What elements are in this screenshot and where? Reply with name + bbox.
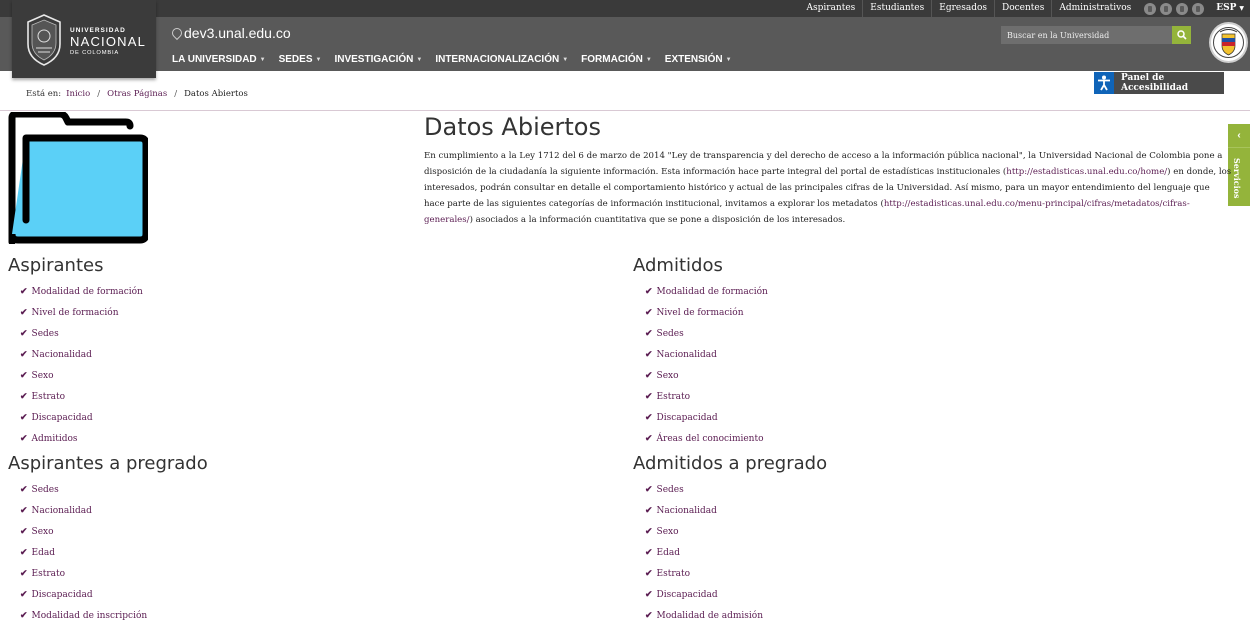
folder-icon [8, 112, 148, 244]
topbar-link-estudiantes[interactable]: Estudiantes [862, 0, 931, 17]
link-list [633, 479, 827, 626]
check-icon: ✔ [20, 391, 28, 402]
location-pin-icon [172, 28, 180, 39]
search-box [1001, 26, 1191, 44]
list-item-label: Sedes [656, 328, 684, 339]
section-title: Admitidos a pregrado [633, 453, 828, 474]
nav-item-la-universidad[interactable] [172, 54, 266, 65]
list-item[interactable] [633, 323, 768, 344]
list-item[interactable] [633, 500, 827, 521]
list-item-label: Modalidad de admisión [656, 610, 764, 621]
breadcrumb-prefix: Está en: [26, 89, 62, 99]
list-item-label: Nacionalidad [31, 505, 92, 516]
metadatos-link[interactable]: http://estadisticas.unal.edu.co/menu-principal/cifras/metadatos/cifras-generales/ [424, 199, 1190, 225]
list-item[interactable] [633, 407, 768, 428]
topbar-link-egresados[interactable]: Egresados [931, 0, 994, 17]
list-item[interactable] [8, 365, 143, 386]
nav-label: SEDES [278, 54, 313, 65]
topbar-links [799, 0, 1250, 17]
list-item-label: Edad [31, 547, 56, 558]
link-list [8, 479, 208, 626]
check-icon: ✔ [645, 433, 653, 444]
list-item-label: Sedes [656, 484, 684, 495]
twitter-icon[interactable] [1160, 3, 1172, 15]
check-icon: ✔ [645, 547, 653, 558]
intro-paragraph [424, 148, 1232, 228]
list-item-label: Estrato [31, 568, 66, 579]
search-button[interactable] [1172, 26, 1191, 44]
nav-label: INTERNACIONALIZACIÓN [435, 54, 560, 65]
list-item[interactable] [633, 428, 768, 449]
nav-label: EXTENSIÓN [664, 54, 723, 65]
check-icon: ✔ [645, 328, 653, 339]
chevron-left-icon: ‹ [1228, 124, 1250, 148]
header-divider [0, 110, 1250, 111]
list-item-label: Discapacidad [656, 412, 718, 423]
list-item-label: Modalidad de inscripción [31, 610, 148, 621]
breadcrumb-separator: / [174, 89, 178, 99]
section-admitidos [633, 255, 768, 449]
list-item[interactable] [633, 365, 768, 386]
nav-item-formacion[interactable] [581, 54, 652, 65]
check-icon: ✔ [645, 370, 653, 381]
site-url[interactable] [172, 25, 291, 41]
check-icon: ✔ [645, 589, 653, 600]
chevron-down-icon: ▼ [1239, 5, 1244, 12]
list-item-label: Nacionalidad [656, 505, 717, 516]
accessibility-panel-button[interactable] [1094, 72, 1224, 94]
chevron-down-icon: ▼ [315, 56, 322, 63]
list-item[interactable] [633, 281, 768, 302]
list-item[interactable] [633, 344, 768, 365]
list-item-label: Nacionalidad [656, 349, 717, 360]
accessibility-label: Panel de Accesibilidad [1120, 73, 1189, 93]
coat-of-arms-graphic [1211, 24, 1246, 61]
check-icon: ✔ [20, 349, 28, 360]
section-title: Admitidos [633, 255, 723, 276]
section-aspirantes [8, 255, 143, 449]
check-icon: ✔ [645, 349, 653, 360]
logo-line-2: NACIONAL [70, 34, 147, 49]
list-item-label: Sexo [31, 526, 54, 537]
check-icon: ✔ [645, 391, 653, 402]
chevron-down-icon: ▼ [645, 56, 652, 63]
servicios-label: Servicios [1232, 158, 1242, 199]
youtube-icon[interactable] [1176, 3, 1188, 15]
list-item-label: Modalidad de formación [656, 286, 768, 297]
list-item[interactable] [8, 521, 208, 542]
check-icon: ✔ [645, 526, 653, 537]
accessibility-icon [1094, 72, 1114, 94]
list-item[interactable] [8, 563, 208, 584]
list-item[interactable] [8, 344, 143, 365]
list-item-label: Discapacidad [656, 589, 718, 600]
list-item[interactable] [8, 302, 143, 323]
university-logo[interactable] [12, 0, 156, 78]
link-list [8, 281, 143, 449]
list-item-label: Áreas del conocimiento [656, 433, 764, 444]
university-name [70, 27, 146, 57]
section-aspirantes-pregrado [8, 453, 208, 626]
check-icon: ✔ [645, 568, 653, 579]
list-item[interactable] [8, 407, 143, 428]
facebook-icon[interactable] [1144, 3, 1156, 15]
list-item[interactable] [8, 428, 143, 449]
list-item[interactable] [8, 542, 208, 563]
check-icon: ✔ [20, 307, 28, 318]
estadisticas-home-link[interactable]: http://estadisticas.unal.edu.co/home/ [1006, 167, 1168, 177]
list-item-label: Edad [656, 547, 681, 558]
check-icon: ✔ [645, 610, 653, 621]
top-bar [0, 0, 1250, 17]
list-item-label: Estrato [656, 391, 691, 402]
list-item[interactable] [8, 605, 208, 626]
list-item[interactable] [633, 584, 827, 605]
chevron-down-icon: ▼ [725, 56, 732, 63]
list-item[interactable] [8, 500, 208, 521]
logo-line-1: UNIVERSIDAD [70, 27, 126, 34]
check-icon: ✔ [20, 505, 28, 516]
breadcrumb-link-otras-paginas[interactable]: Otras Páginas [107, 89, 168, 99]
breadcrumb-link-inicio[interactable]: Inicio [66, 89, 91, 99]
list-item-label: Sedes [31, 484, 59, 495]
topbar-link-aspirantes[interactable]: Aspirantes [806, 3, 856, 13]
list-item-label: Sedes [31, 328, 59, 339]
breadcrumb-current: Datos Abiertos [184, 89, 248, 99]
nav-label: LA UNIVERSIDAD [172, 54, 257, 65]
list-item-label: Nivel de formación [31, 307, 119, 318]
check-icon: ✔ [20, 412, 28, 423]
nav-label: INVESTIGACIÓN [334, 54, 414, 65]
check-icon: ✔ [20, 286, 28, 297]
page-title: Datos Abiertos [424, 113, 601, 141]
social-links [1138, 3, 1210, 15]
instagram-icon[interactable] [1192, 3, 1204, 15]
check-icon: ✔ [645, 505, 653, 516]
link-list [633, 281, 768, 449]
list-item-label: Estrato [31, 391, 66, 402]
chevron-down-icon: ▼ [416, 56, 423, 63]
search-icon [1177, 30, 1187, 40]
list-item[interactable] [633, 479, 827, 500]
list-item[interactable] [8, 479, 208, 500]
list-item-label: Estrato [656, 568, 691, 579]
list-item[interactable] [633, 521, 827, 542]
check-icon: ✔ [20, 547, 28, 558]
nav-item-internacionalizacion[interactable] [435, 54, 568, 65]
site-url-text: dev3.unal.edu.co [184, 25, 291, 41]
list-item[interactable] [633, 605, 827, 626]
nav-label: FORMACIÓN [581, 54, 643, 65]
section-admitidos-pregrado [633, 453, 827, 626]
intro-text-3: ) asociados a la información cuantitativa que se pone a disposición de los interesados. [469, 215, 846, 225]
intro-text-1: En cumplimiento a la Ley 1712 del 6 de marzo de 2014 "Ley de transparencia y del derecho de acceso a la información pública nacional", la Universidad Nacional de Colombia pone a disposición de la ciudadanía la siguiente información. Esta información hace parte integral del portal de estadísticas institucionales ( [424, 151, 1223, 177]
list-item[interactable] [633, 386, 768, 407]
nav-item-investigacion[interactable] [334, 54, 422, 65]
list-item[interactable] [8, 281, 143, 302]
search-input[interactable] [1001, 26, 1172, 44]
list-item-label: Discapacidad [31, 412, 93, 423]
check-icon: ✔ [20, 526, 28, 537]
check-icon: ✔ [20, 589, 28, 600]
check-icon: ✔ [645, 412, 653, 423]
section-title: Aspirantes [8, 255, 104, 276]
breadcrumb [26, 89, 248, 99]
check-icon: ✔ [645, 307, 653, 318]
colombia-coat-of-arms-icon[interactable] [1209, 22, 1248, 63]
intro-text-2: ) en donde, los interesados, podrán consultar en detalle el comportamiento histórico y actual de las principales cifras de la Universidad. Así mismo, para un mayor entendimiento del lenguaje que hace parte de las siguientes categorías de información institucional, invitamos a explorar los metadatos ( [424, 167, 1232, 209]
breadcrumb-separator: / [97, 89, 101, 99]
list-item-label: Sexo [31, 370, 54, 381]
section-title: Aspirantes a pregrado [8, 453, 208, 474]
chevron-down-icon: ▼ [259, 56, 266, 63]
topbar-link-administrativos[interactable]: Administrativos [1051, 0, 1138, 17]
check-icon: ✔ [20, 328, 28, 339]
language-selector[interactable] [1210, 0, 1250, 17]
check-icon: ✔ [20, 484, 28, 495]
list-item-label: Admitidos [31, 433, 78, 444]
university-seal-icon [24, 14, 64, 66]
nav-item-extension[interactable] [665, 54, 732, 65]
check-icon: ✔ [20, 433, 28, 444]
list-item-label: Nivel de formación [656, 307, 744, 318]
list-item[interactable] [8, 584, 208, 605]
list-item-label: Discapacidad [31, 589, 93, 600]
list-item-label: Nacionalidad [31, 349, 92, 360]
check-icon: ✔ [20, 370, 28, 381]
list-item-label: Sexo [656, 370, 679, 381]
list-item[interactable] [633, 302, 768, 323]
check-icon: ✔ [645, 484, 653, 495]
chevron-down-icon: ▼ [562, 56, 569, 63]
language-label: ESP [1216, 3, 1237, 13]
list-item-label: Sexo [656, 526, 679, 537]
main-navigation [172, 54, 745, 65]
check-icon: ✔ [645, 286, 653, 297]
list-item[interactable] [8, 323, 143, 344]
logo-line-3: DE COLOMBIA [70, 50, 120, 56]
list-item-label: Modalidad de formación [31, 286, 143, 297]
check-icon: ✔ [20, 610, 28, 621]
list-item[interactable] [633, 563, 827, 584]
topbar-link-docentes[interactable]: Docentes [994, 0, 1051, 17]
nav-item-sedes[interactable] [279, 54, 322, 65]
list-item[interactable] [8, 386, 143, 407]
list-item[interactable] [633, 542, 827, 563]
check-icon: ✔ [20, 568, 28, 579]
